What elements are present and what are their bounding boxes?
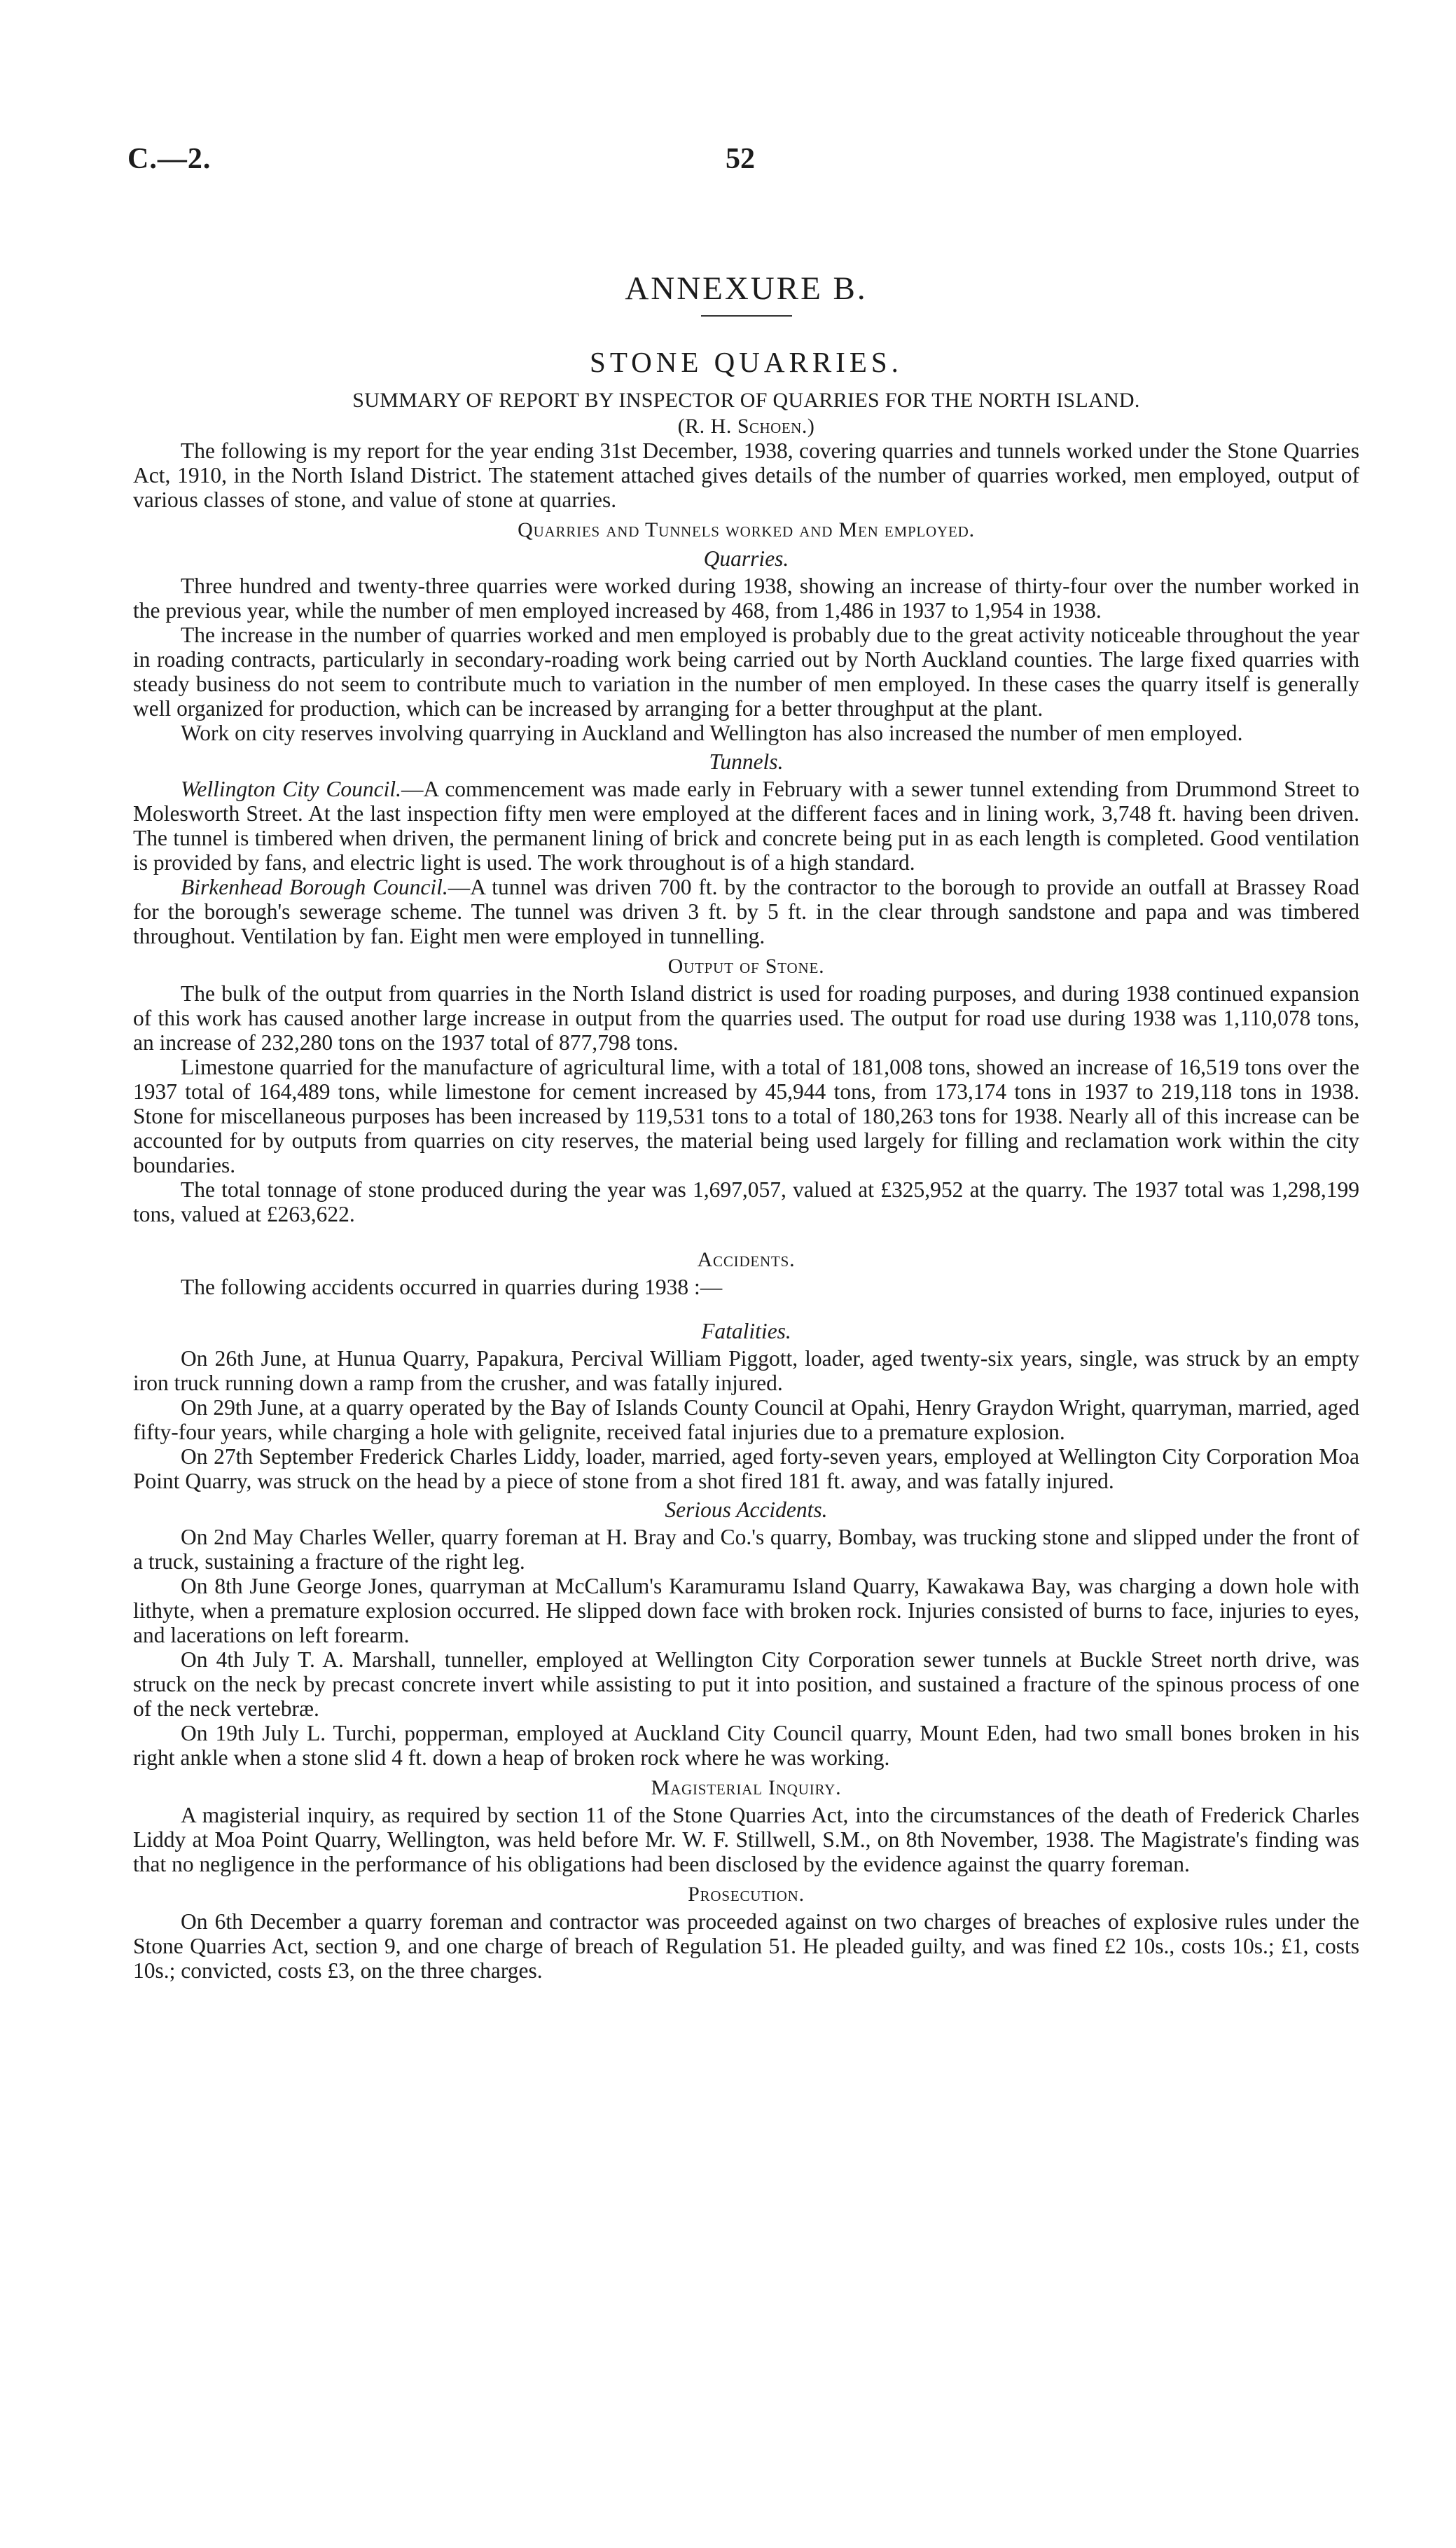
tunnel-lead: Wellington City Council. <box>181 777 402 801</box>
fatality-paragraph: On 27th September Frederick Charles Liddy, loader, married, aged forty-seven years, employed at Wellington City Corporation Moa Point Quarry, was struck on the head by a piece of stone from a shot fired 181 ft. away, and was fatally injured. <box>133 1444 1359 1493</box>
quarries-tunnels-heading: Quarries and Tunnels worked and Men employed. <box>518 518 975 541</box>
tunnel-paragraph <box>133 875 1359 948</box>
quarries-paragraph: The increase in the number of quarries worked and men employed is probably due to the great activity noticeable throughout the year in roading contracts, particularly in secondary-roading work being carried out by North Auckland counties. The large fixed quarries with steady business do not seem to contribute much to variation in the number of men employed. In these cases the quarry itself is generally well organized for production, which can be increased by arranging for a better throughput at the plant. <box>133 623 1359 721</box>
intro-paragraph: The following is my report for the year ending 31st December, 1938, covering quarries and tunnels worked under the Stone Quarries Act, 1910, in the North Island District. The statement attached gives details of the number of quarries worked, men employed, output of various classes of stone, and value of stone at quarries. <box>133 438 1359 512</box>
output-paragraph: The bulk of the output from quarries in the North Island district is used for roading purposes, and during 1938 continued expansion of this work has caused another large increase in output from the quarries used. The output for road use during 1938 was 1,110,078 tons, an increase of 232,280 tons on the 1937 total of 877,798 tons. <box>133 981 1359 1055</box>
serious-accidents-subheading: Serious Accidents. <box>665 1497 828 1522</box>
fatality-paragraph: On 26th June, at Hunua Quarry, Papakura, Percival William Piggott, loader, aged twenty-six years, single, was struck by an empty iron truck running down a ramp from the crusher, and was fatally injured. <box>133 1346 1359 1395</box>
title-divider <box>701 315 792 317</box>
prosecution-heading: Prosecution. <box>688 1883 805 1906</box>
output-paragraph: Limestone quarried for the manufacture of agricultural lime, with a total of 181,008 tons, showed an increase of 16,519 tons over the 1937 total of 164,489 tons, while limestone for cement increased by 45,944 tons, from 173,174 tons in 1937 to 219,118 tons in 1938. Stone for miscellaneous purposes has been increased by 119,531 tons to a total of 180,263 tons for 1938. Nearly all of this increase can be accounted for by outputs from quarries on city reserves, the material being used largely for filling and reclamation work within the city boundaries. <box>133 1055 1359 1177</box>
serious-accident-paragraph: On 19th July L. Turchi, popperman, employed at Auckland City Council quarry, Mount Eden, had two small bones broken in his right ankle when a stone slid 4 ft. down a heap of broken rock where he was working. <box>133 1721 1359 1770</box>
tunnel-text: —A commencement was made early in February with a sewer tunnel extending from Drummond Street to Molesworth Street. At the last inspection fifty men were employed at the different faces and in lining work, 3,748 ft. having been driven. The tunnel is timbered when driven, the permanent lining of brick and concrete being put in as each length is completed. Good ventilation is provided by fans, and electric light is used. The work throughout is of a high standard. <box>133 777 1359 875</box>
accidents-intro: The following accidents occurred in quarries during 1938 :— <box>181 1275 723 1299</box>
output-heading: Output of Stone. <box>667 955 825 978</box>
serious-accident-paragraph: On 8th June George Jones, quarryman at McCallum's Karamuramu Island Quarry, Kawakawa Bay, was charging a down hole with lithyte, when a premature explosion occurred. He slipped down face with broken rock. Injuries consisted of burns to face, injuries to eyes, and lacerations on left forearm. <box>133 1574 1359 1647</box>
page-header <box>127 140 1359 189</box>
serious-accident-paragraph: On 4th July T. A. Marshall, tunneller, employed at Wellington City Corporation sewer tunnels at Buckle Street north drive, was struck on the neck by precast concrete invert while assisting to put it into position, and sustained a fracture of the spinous process of one of the neck vertebræ. <box>133 1647 1359 1721</box>
output-paragraph: The total tonnage of stone produced during the year was 1,697,057, valued at £325,952 at the quarry. The 1937 total was 1,298,199 tons, valued at £263,622. <box>133 1177 1359 1226</box>
serious-accident-paragraph: On 2nd May Charles Weller, quarry foreman at H. Bray and Co.'s quarry, Bombay, was trucking stone and slipped under the front of a truck, sustaining a fracture of the right leg. <box>133 1525 1359 1574</box>
document-reference: C.—2. <box>127 143 212 175</box>
inquiry-paragraph: A magisterial inquiry, as required by section 11 of the Stone Quarries Act, into the circumstances of the death of Frederick Charles Liddy at Moa Point Quarry, Wellington, was held before Mr. W. F. Stillwell, S.M., on 8th November, 1938. The Magistrate's finding was that no negligence in the performance of his obligations had been disclosed by the evidence against the quarry foreman. <box>133 1803 1359 1876</box>
fatalities-subheading: Fatalities. <box>701 1319 791 1343</box>
page-number: 52 <box>726 143 755 175</box>
quarries-subheading: Quarries. <box>703 546 789 571</box>
prosecution-paragraph: On 6th December a quarry foreman and contractor was proceeded against on two charges of breaches of explosive rules under the Stone Quarries Act, section 9, and one charge of breach of Regulation 51. He pleaded guilty, and was fined £2 10s., costs 10s.; £1, costs 10s.; convicted, costs £3, on the three charges. <box>133 1909 1359 1983</box>
report-author: (R. H. Schoen.) <box>677 415 815 438</box>
quarries-paragraph: Work on city reserves involving quarrying in Auckland and Wellington has also increased the number of men employed. <box>181 721 1243 745</box>
report-subtitle: SUMMARY OF REPORT BY INSPECTOR OF QUARRIES FOR THE NORTH ISLAND. <box>352 389 1140 412</box>
inquiry-heading: Magisterial Inquiry. <box>651 1776 842 1799</box>
fatality-paragraph: On 29th June, at a quarry operated by the Bay of Islands County Council at Opahi, Henry Graydon Wright, quarryman, married, aged fifty-four years, while charging a hole with gelignite, received fatal injuries due to a premature explosion. <box>133 1395 1359 1444</box>
tunnels-subheading: Tunnels. <box>709 749 784 774</box>
tunnel-text: —A tunnel was driven 700 ft. by the contractor to the borough to provide an outfall at Brassey Road for the borough's sewerage scheme. The tunnel was driven 3 ft. by 5 ft. in the clear through sandstone and papa and was timbered throughout. Ventilation by fan. Eight men were employed in tunnelling. <box>133 875 1359 948</box>
annexure-title: ANNEXURE B. <box>625 270 868 307</box>
quarries-paragraph: Three hundred and twenty-three quarries were worked during 1938, showing an increase of thirty-four over the number worked in the previous year, while the number of men employed increased by 468, from 1,486 in 1937 to 1,954 in 1938. <box>133 574 1359 623</box>
tunnel-paragraph <box>133 777 1359 875</box>
accidents-heading: Accidents. <box>697 1248 796 1271</box>
main-title: STONE QUARRIES. <box>590 346 903 378</box>
tunnel-lead: Birkenhead Borough Council. <box>181 875 448 899</box>
